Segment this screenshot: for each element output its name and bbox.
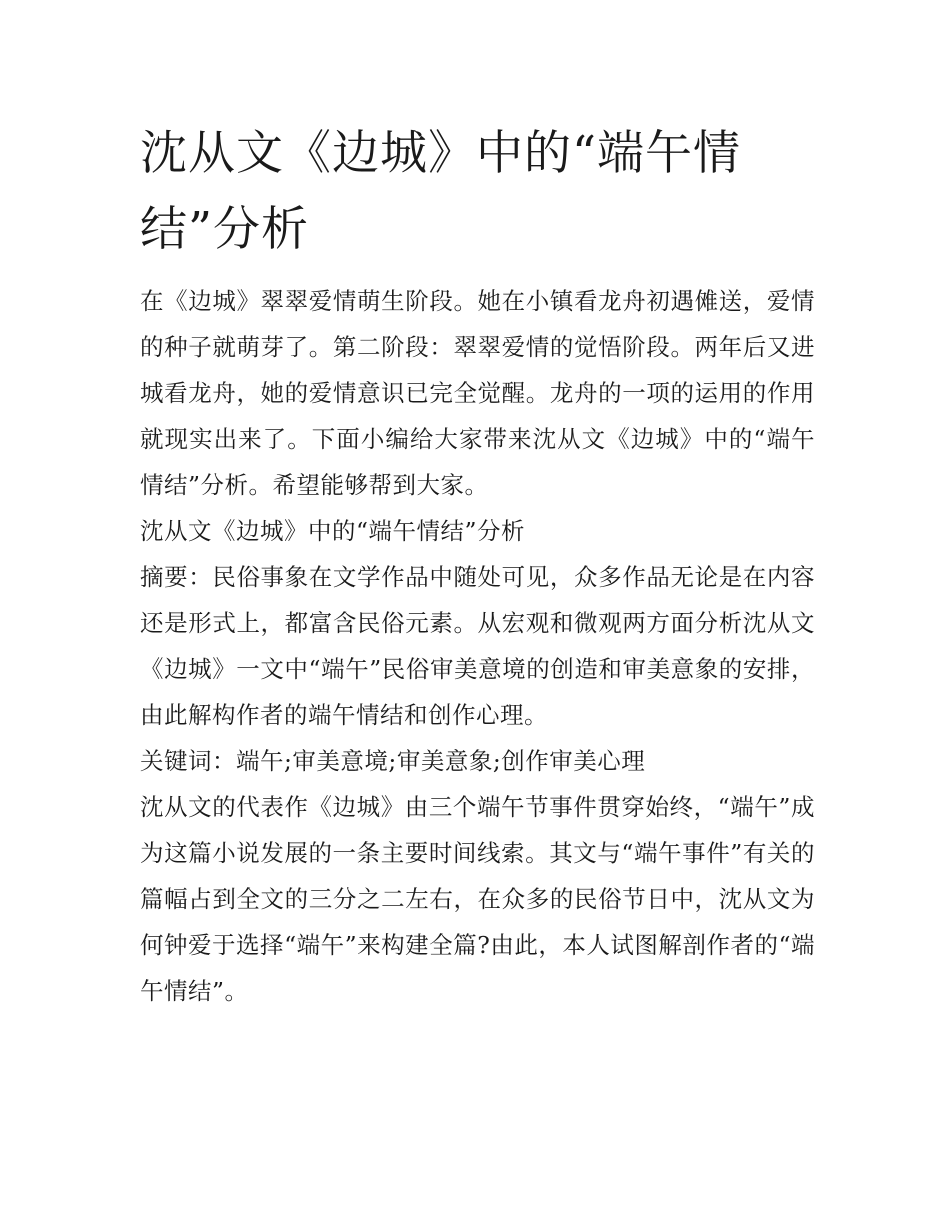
document-body (140, 278, 815, 1014)
keywords-line: 关键词：端午;审美意境;审美意象;创作审美心理 (140, 747, 646, 775)
document-title: 沈从文《边城》中的“端午情结”分析 (140, 126, 742, 257)
abstract-paragraph: 摘要：民俗事象在文学作品中随处可见，众多作品无论是在内容还是形式上，都富含民俗元素。从宏观和微观两方面分析沈从文《边城》一文中“端午”民俗审美意境的创造和审美意象的安排，由此解构作者的端午情结和创作心理。 (140, 563, 815, 729)
section-heading: 沈从文《边城》中的“端午情结”分析 (140, 517, 526, 545)
body-paragraph: 沈从文的代表作《边城》由三个端午节事件贯穿始终，“端午”成为这篇小说发展的一条主要时间线索。其文与“端午事件”有关的篇幅占到全文的三分之二左右，在众多的民俗节日中，沈从文为何钟爱于选择“端午”来构建全篇?由此，本人试图解剖作者的“端午情结”。 (140, 793, 815, 1005)
intro-paragraph: 在《边城》翠翠爱情萌生阶段。她在小镇看龙舟初遇傩送，爱情的种子就萌芽了。第二阶段：翠翠爱情的觉悟阶段。两年后又进城看龙舟，她的爱情意识已完全觉醒。龙舟的一项的运用的作用就现实出来了。下面小编给大家带来沈从文《边城》中的“端午情结”分析。希望能够帮到大家。 (140, 287, 815, 499)
